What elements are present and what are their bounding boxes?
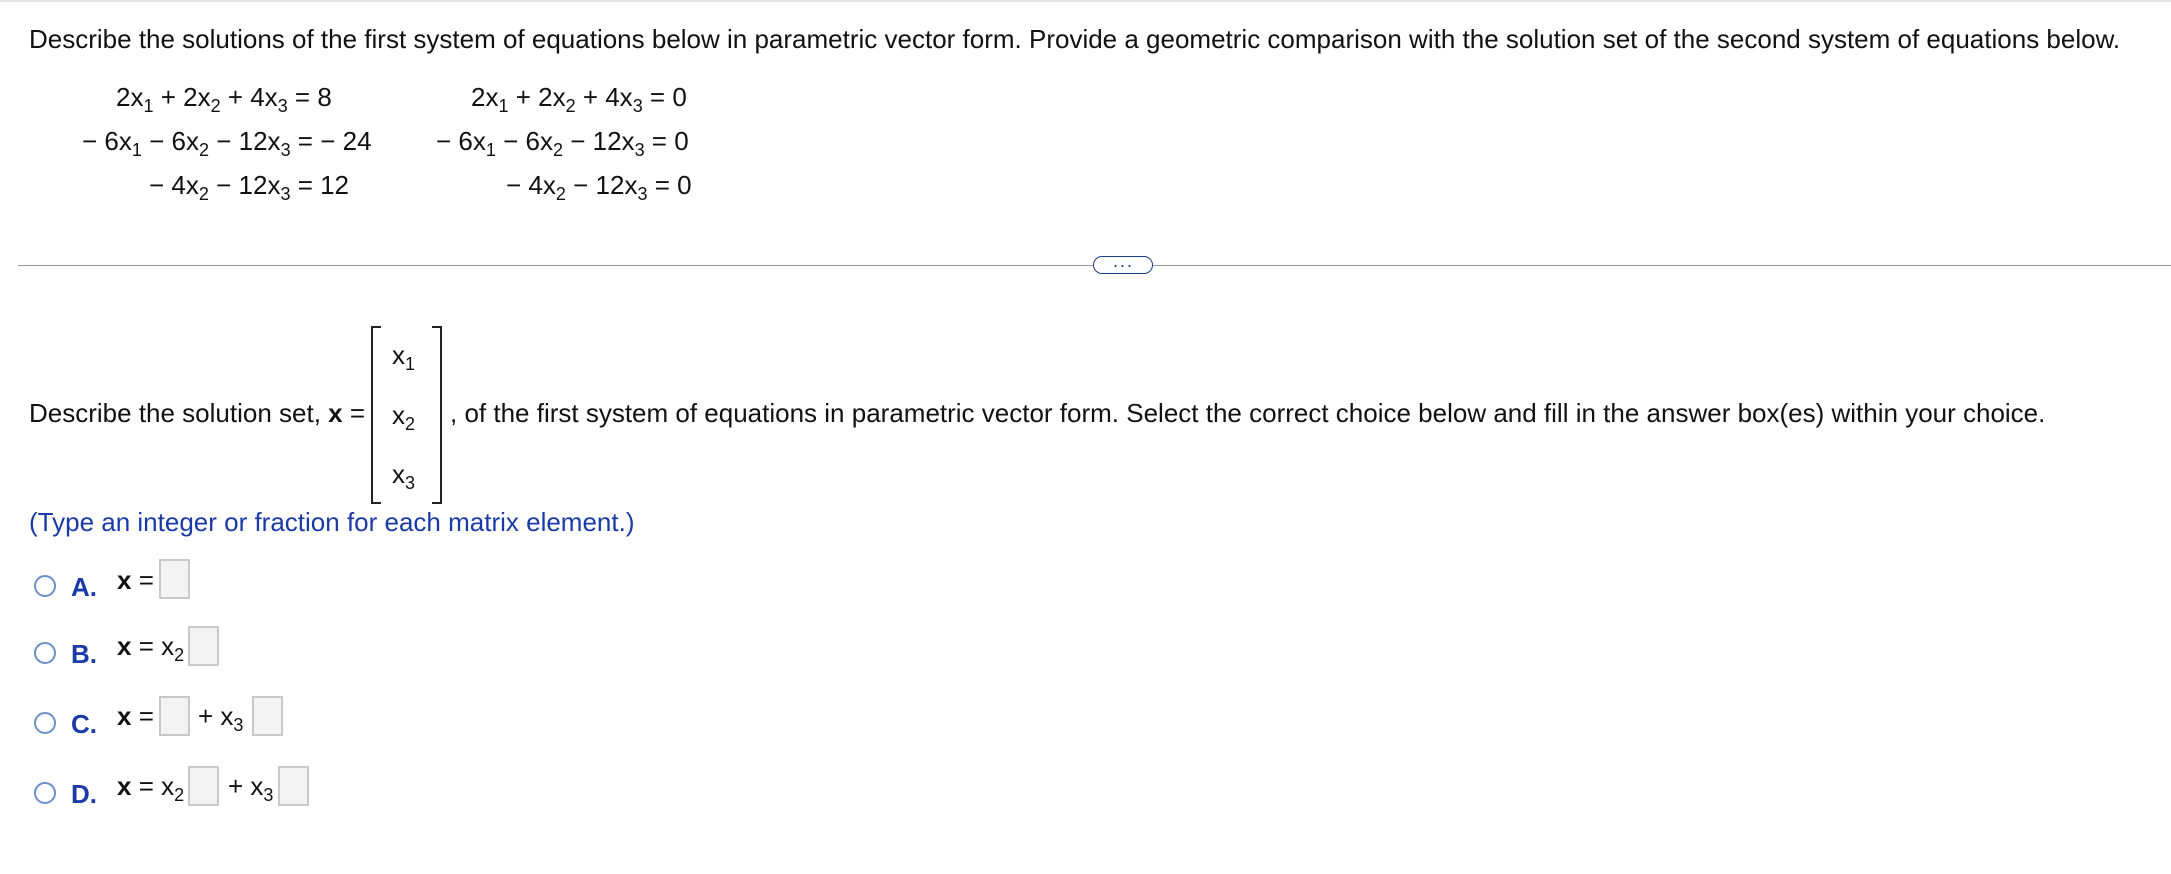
option-c-expression: x =	[117, 701, 154, 731]
option-c-answer-box-2[interactable]	[252, 696, 283, 736]
system1-equation-3: − $4x_2 - 12x_3 = 12$	[149, 170, 350, 204]
system1-equation-1: $2x_1 + 2x_2 + 4x_3 = 8$	[116, 82, 332, 116]
system2-equation-2: − $6x_1 - 6x_2 - 12x_3 = 0$	[436, 126, 689, 160]
question-text-before: Describe the solution set, x =	[29, 398, 366, 428]
system2-equation-1: $2x_1 + 2x_2 + 4x_3 = 0$	[471, 82, 687, 116]
option-a-expression: x =	[117, 565, 154, 595]
option-d-letter: D.	[71, 779, 97, 809]
option-a-answer-box[interactable]	[159, 559, 190, 599]
option-d-radio[interactable]	[34, 782, 56, 804]
option-a-letter: A.	[71, 572, 97, 602]
vector-entry-2: $x_2$	[392, 400, 416, 434]
instruction-hint: (Type an integer or fraction for each matrix element.)	[29, 507, 635, 537]
option-c-radio[interactable]	[34, 712, 56, 734]
option-a-radio[interactable]	[34, 575, 56, 597]
option-b-radio[interactable]	[34, 642, 56, 664]
vector-entry-1: $x_1$	[392, 340, 416, 374]
option-d-answer-box-1[interactable]	[188, 766, 219, 806]
option-b-expression: $x = x_2$	[117, 631, 185, 665]
option-b-letter: B.	[71, 639, 97, 669]
vector-entry-3: $x_3$	[392, 459, 416, 493]
option-d-expression: $x = x_2$	[117, 771, 185, 805]
option-c-letter: C.	[71, 709, 97, 739]
option-c-plus-term: + $x_3$	[198, 701, 244, 735]
top-border	[0, 0, 2171, 2]
option-d-answer-box-2[interactable]	[278, 766, 309, 806]
system1-equation-2: − $6x_1 - 6x_2 - 12x_3$ = − 24	[82, 126, 372, 160]
option-c-answer-box-1[interactable]	[159, 696, 190, 736]
more-button[interactable]: ···	[1093, 256, 1153, 274]
question-text-after: , of the first system of equations in parametric vector form. Select the correct choice below and fill in the answer box(es) within your choice.	[450, 398, 2046, 428]
system2-equation-3: − $4x_2 - 12x_3 = 0$	[506, 170, 692, 204]
option-d-plus-term: + $x_3$	[228, 771, 274, 805]
vector-right-bracket	[432, 326, 442, 504]
option-b-answer-box[interactable]	[188, 626, 219, 666]
problem-prompt: Describe the solutions of the first system of equations below in parametric vector form. Provide a geometric comparison with the solution set of the second system of equations below.	[29, 24, 2121, 54]
vector-left-bracket	[371, 326, 381, 504]
